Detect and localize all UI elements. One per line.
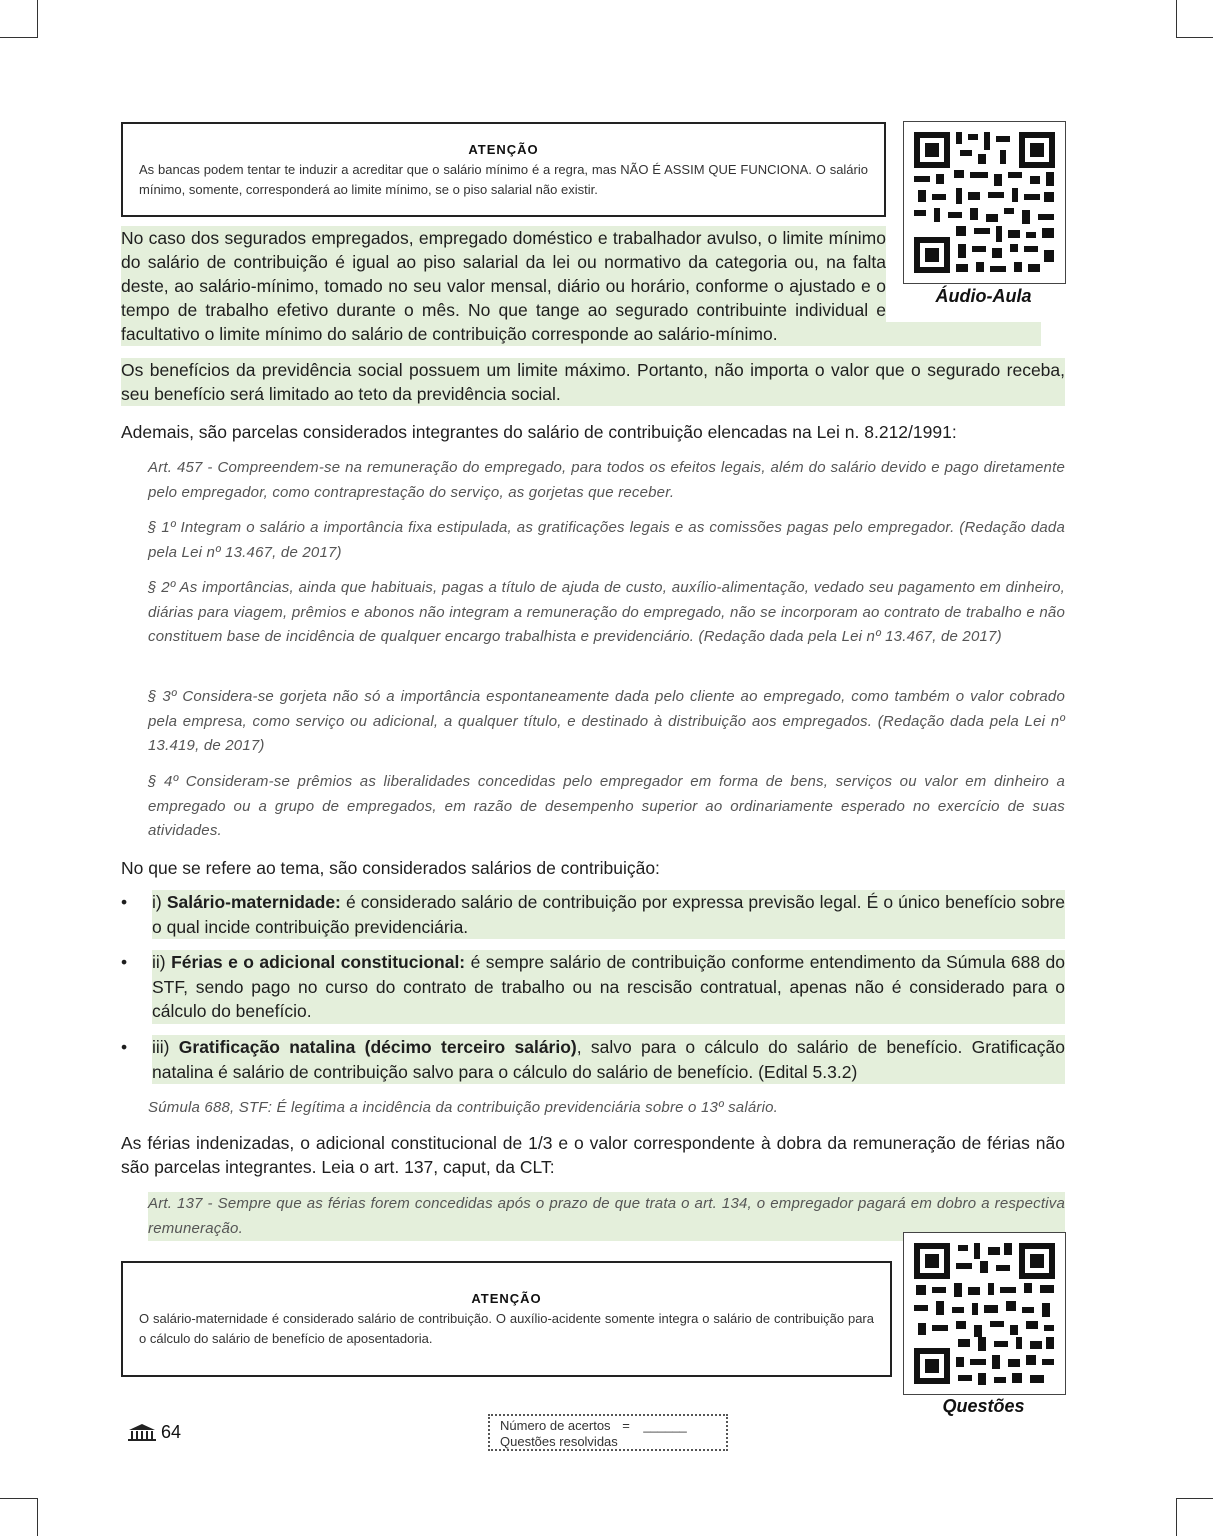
qr-label-questoes: Questões (942, 1396, 1025, 1416)
quote-paragraph-3: § 3º Considera-se gorjeta não só a importância espontaneamente dada pelo cliente ao empregado, como também o valor cobrado pela empresa, como serviço ou adicional, a qualquer título, e destinado à distribuição aos empregados. (Redação dada pela Lei nº 13.419, de 2017) (148, 688, 1065, 754)
paragraph-limite-maximo: Os benefícios da previdência social possuem um limite máximo. Portanto, não importa o valor que o segurado receba, seu benefício será limitado ao teto da previdência social. (121, 360, 1065, 404)
paragraph-ademais: Ademais, são parcelas considerados integrantes do salário de contribuição elencadas na Lei n. 8.212/1991: (121, 422, 957, 442)
attention-box (121, 122, 886, 217)
attention-text: O salário-maternidade é considerado salário de contribuição. O auxílio-acidente somente integra o salário de contribuição para o cálculo do salário de benefício de aposentadoria. (139, 1311, 874, 1346)
building-icon (127, 1423, 157, 1443)
qr-code-audio[interactable] (903, 121, 1066, 284)
page-number: 64 (161, 1422, 182, 1442)
crop-mark (1176, 0, 1177, 38)
crop-mark (1176, 1498, 1177, 1536)
attention-box (121, 1261, 892, 1377)
crop-mark (1176, 37, 1213, 38)
quote-art-457: Art. 457 - Compreendem-se na remuneração do empregado, para todos os efeitos legais, além do salário devido e pago diretamente pelo empregador, como contraprestação do serviço, as gorjetas que receber. (148, 459, 1065, 501)
counter-line-1: Número de acertos = ______ (500, 1418, 687, 1433)
score-counter (488, 1414, 728, 1451)
crop-mark (0, 37, 38, 38)
paragraph-no-que-se-refere: No que se refere ao tema, são considerados salários de contribuição: (121, 858, 660, 878)
attention-title: ATENÇÃO (471, 1291, 542, 1306)
qr-code-icon (904, 122, 1065, 283)
bullet: • (121, 952, 128, 972)
attention-text: As bancas podem tentar te induzir a acreditar que o salário mínimo é a regra, mas NÃO É ASSIM QUE FUNCIONA. O salário mínimo, somente, corresponderá ao limite mínimo, se o piso salarial não existir. (139, 162, 868, 197)
bullet: • (121, 892, 128, 912)
quote-paragraph-2: § 2º As importâncias, ainda que habituais, pagas a título de ajuda de custo, auxílio-alimentação, vedado seu pagamento em dinheiro, diárias para viagem, prêmios e abonos não integram a remuneração do empregado, não se incorporam ao contrato de trabalho e não constituem base de incidência de qualquer encargo trabalhista e previdenciário. (Redação dada pela Lei nº 13.467, de 2017) (148, 579, 1065, 645)
list-item-text: i) Salário-maternidade: é considerado salário de contribuição por expressa previsão legal. É o único benefício sobre o qual incide contribuição previdenciária. (152, 892, 1065, 937)
crop-mark (1176, 1498, 1213, 1499)
bullet: • (121, 1037, 128, 1057)
paragraph-text: No caso dos segurados empregados, empregado doméstico e trabalhador avulso, o limite mínimo do salário de contribuição é igual ao piso salarial da lei ou normativo da categoria ou, na falta deste, ao salário-mínimo, tomado no seu valor mensal, diário ou horário, conforme o ajustado e o tempo de trabalho efetivo durante o mês. No que tange ao segurado contribuinte individual e facultativo o limite mínimo do salário de contribuição corresponde ao salário-mínimo. (121, 228, 886, 344)
crop-mark (37, 0, 38, 38)
qr-code-questoes[interactable] (903, 1232, 1066, 1395)
crop-mark (0, 1498, 38, 1499)
quote-paragraph-1: § 1º Integram o salário a importância fixa estipulada, as gratificações legais e as comissões pagas pelo empregador. (Redação dada pela Lei nº 13.467, de 2017) (148, 519, 1065, 561)
list-item-text: ii) Férias e o adicional constitucional: é sempre salário de contribuição conforme entendimento da Súmula 688 do STF, sendo pago no curso do contrato de trabalho ou na rescisão contratual, apenas não é considerado para o cálculo do benefício. (152, 952, 1065, 1021)
crop-mark (37, 1498, 38, 1536)
quote-sumula-688: Súmula 688, STF: É legítima a incidência da contribuição previdenciária sobre o 13º salário. (148, 1099, 779, 1116)
attention-title: ATENÇÃO (468, 142, 539, 157)
paragraph-ferias-indenizadas: As férias indenizadas, o adicional constitucional de 1/3 e o valor correspondente à dobra da remuneração de férias não são parcelas integrantes. Leia o art. 137, caput, da CLT: (121, 1133, 1065, 1177)
qr-label-audio: Áudio-Aula (935, 286, 1032, 306)
quote-art-137: Art. 137 - Sempre que as férias forem concedidas após o prazo de que trata o art. 134, o empregador pagará em dobro a respectiva remuneração. (148, 1195, 1065, 1237)
list-item-text: iii) Gratificação natalina (décimo terceiro salário), salvo para o cálculo do salário de benefício. Gratificação natalina é salário de contribuição salvo para o cálculo do salário de benefício. (Edital 5.3.2) (152, 1037, 1065, 1082)
qr-code-icon (904, 1233, 1065, 1394)
counter-line-2: Questões resolvidas (500, 1434, 618, 1449)
quote-paragraph-4: § 4º Consideram-se prêmios as liberalidades concedidas pelo empregador em forma de bens, serviços ou valor em dinheiro a empregado ou a grupo de empregados, em razão de desempenho superior ao ordinariamente esperado no exercício de suas atividades. (148, 773, 1065, 839)
score-blank: ______ (643, 1418, 687, 1433)
